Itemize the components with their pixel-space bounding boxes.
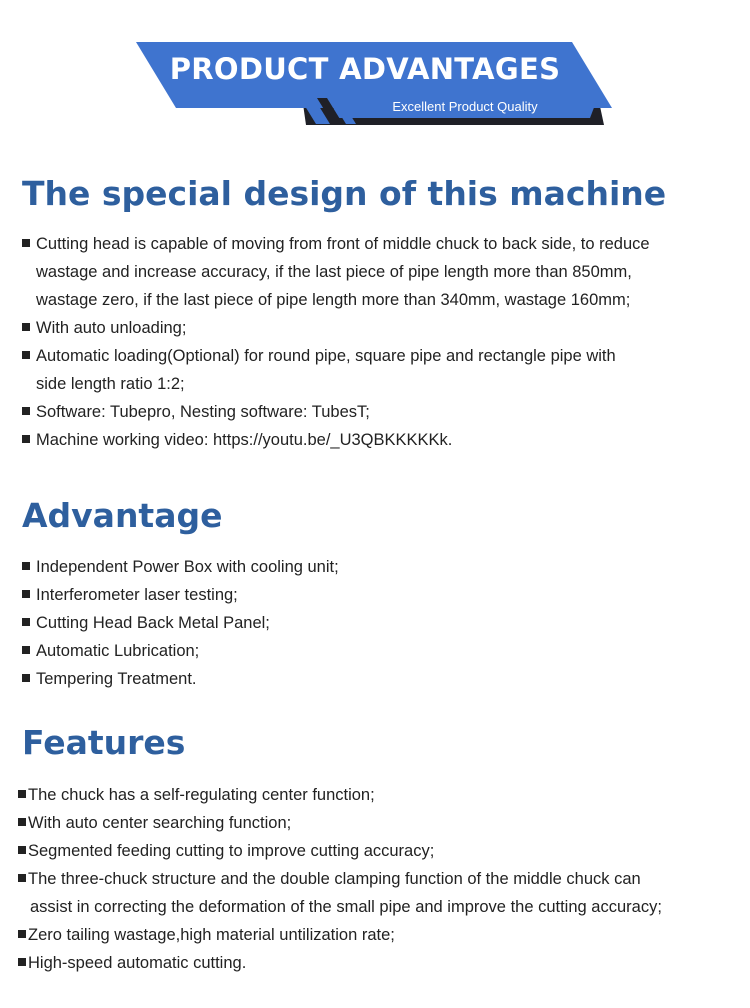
list-item: Software: Tubepro, Nesting software: TubesT; — [22, 398, 750, 426]
bullet-icon — [22, 323, 30, 331]
header-banner — [0, 0, 750, 140]
bullet-icon — [18, 874, 26, 882]
advantage-list — [0, 553, 750, 693]
bullet-icon — [22, 351, 30, 359]
bullet-icon — [18, 846, 26, 854]
section-heading: The special design of this machine — [22, 174, 667, 213]
section-advantage — [0, 496, 750, 693]
bullet-icon — [22, 435, 30, 443]
list-item: Machine working video: https://youtu.be/_U3QBKKKKKk. — [22, 426, 750, 454]
list-item: Zero tailing wastage,high material untilization rate; — [18, 921, 750, 949]
bullet-icon — [22, 562, 30, 570]
bullet-icon — [18, 930, 26, 938]
list-item: Automatic Lubrication; — [22, 637, 750, 665]
banner-subtitle: Excellent Product Quality — [392, 99, 538, 114]
list-item: The chuck has a self-regulating center function; — [18, 781, 750, 809]
list-item: With auto center searching function; — [18, 809, 750, 837]
bullet-icon — [22, 239, 30, 247]
banner-title: PRODUCT ADVANTAGES — [169, 52, 561, 86]
section-heading: Features — [22, 723, 186, 762]
bullet-icon — [22, 618, 30, 626]
list-item: The three-chuck structure and the double clamping function of the middle chuck can assist in correcting the deformation of the small pipe and improve the cutting accuracy; — [18, 865, 750, 921]
list-item: Segmented feeding cutting to improve cutting accuracy; — [18, 837, 750, 865]
features-list — [0, 781, 750, 977]
section-features — [0, 723, 750, 977]
section-special-design — [0, 174, 750, 454]
list-item: Interferometer laser testing; — [22, 581, 750, 609]
design-list — [0, 230, 750, 454]
section-heading: Advantage — [22, 496, 223, 535]
bullet-icon — [22, 407, 30, 415]
list-item: Cutting Head Back Metal Panel; — [22, 609, 750, 637]
list-item: High-speed automatic cutting. — [18, 949, 750, 977]
bullet-icon — [18, 790, 26, 798]
list-item: With auto unloading; — [22, 314, 750, 342]
bullet-icon — [18, 958, 26, 966]
list-item: Independent Power Box with cooling unit; — [22, 553, 750, 581]
bullet-icon — [18, 818, 26, 826]
bullet-icon — [22, 674, 30, 682]
bullet-icon — [22, 590, 30, 598]
list-item: Automatic loading(Optional) for round pipe, square pipe and rectangle pipe with side length ratio 1:2; — [22, 342, 750, 398]
list-item: Tempering Treatment. — [22, 665, 750, 693]
bullet-icon — [22, 646, 30, 654]
list-item: Cutting head is capable of moving from front of middle chuck to back side, to reduce wastage and increase accuracy, if the last piece of pipe length more than 850mm, wastage zero, if the last piece of pipe length more than 340mm, wastage 160mm; — [22, 230, 750, 314]
